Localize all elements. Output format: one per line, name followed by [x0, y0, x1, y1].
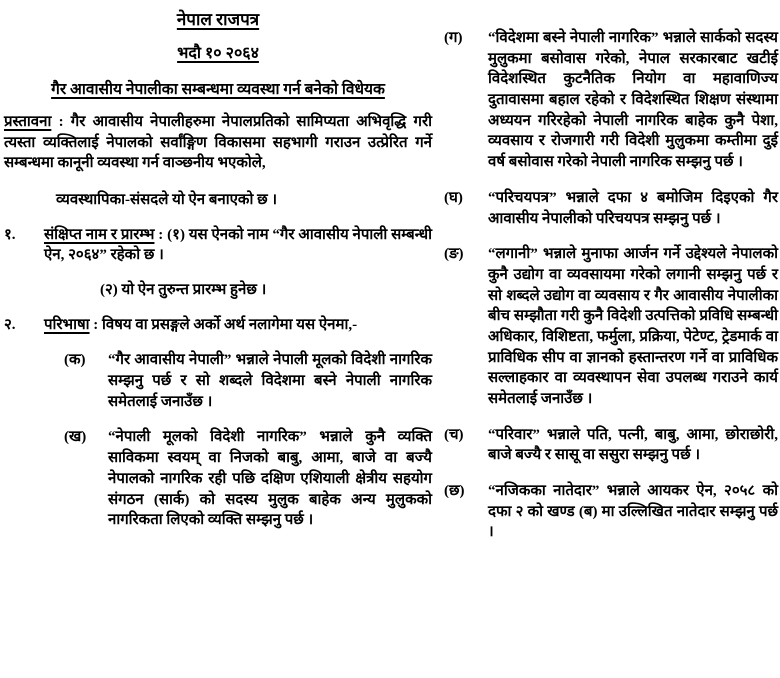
section-1-body: [44, 225, 432, 266]
definition-kha-label: (ख): [64, 429, 87, 446]
section-1-title: संक्षिप्त नाम र प्रारम्भ: [44, 226, 155, 243]
definition-item-kha: [64, 427, 432, 530]
left-column: [4, 6, 432, 674]
section-1-text: : (१) यस ऐनको नाम “गैर आवासीय नेपाली सम्बन्धी ऐन, २०६४” रहेको छ ।: [44, 226, 432, 264]
definition-item-ga: [444, 28, 778, 173]
gazette-date-text: भदौ १० २०६४: [177, 45, 259, 63]
section-2: [4, 315, 432, 336]
preamble-label: प्रस्तावना: [4, 113, 52, 130]
bill-heading-text: गैर आवासीय नेपालीका सम्बन्धमा व्यवस्था गर्न बनेको विधेयक: [51, 80, 385, 98]
definition-ka-label: (क): [64, 352, 86, 369]
definition-item-ka: [64, 350, 432, 412]
definition-item-cha: [444, 425, 778, 466]
right-column: [444, 6, 778, 674]
definition-ga-text: “विदेशमा बस्ने नेपाली नागरिक” भन्नाले सार्कको सदस्य मुलुकमा बसोवास गरेको, नेपाल सरकारबाट खटीई विदेशस्थित कुटनैतिक नियोग वा महावाणिज्य दुतावासमा बहाल रहेको र विदेशस्थित शिक्षण संस्थामा अध्ययन गरिरहेको नेपाली नागरिक बाहेक कुनै पेशा, व्यवसाय र रोजगारी गरी विदेशी मुलुकमा कम्तीमा दुई वर्ष बसोवास गरेको नेपाली नागरिक सम्झनु पर्छ ।: [488, 30, 778, 171]
page-title: [4, 8, 432, 31]
definition-kha-text: “नेपाली मूलको विदेशी नागरिक” भन्नाले कुनै व्यक्ति साविकमा स्वयम् वा निजको बाबु, आमा, बाजे वा बज्यै नेपालको नागरिक रही पछि दक्षिण एशियाली क्षेत्रीय सहयोग संगठन (सार्क) को सदस्य मुलुक बाहेक अन्य मुलुकको नागरिकता लिएको व्यक्ति सम्झनु पर्छ ।: [108, 429, 432, 529]
definition-nga-text: “लगानी” भन्नाले मुनाफा आर्जन गर्ने उद्देश्यले नेपालको कुनै उद्योग वा व्यवसायमा गरेको लगानी सम्झनु पर्छ र सो शब्दले उद्योग वा व्यवसाय र गैर आवासीय नेपालीका बीच सम्झौता गरी कुनै विदेशी उत्पत्तिको प्रविधि सम्बन्धी अधिकार, विशिष्टता, फर्मुला, प्रक्रिया, पेटेण्ट, ट्रेडमार्क वा प्राविधिक सीप वा ज्ञानको हस्तान्तरण गर्ने वा प्राविधिक सल्लाहकार वा व्यवस्थापन सेवा उपलब्ध गराउने कार्य समेतलाई जनाउँछ ।: [488, 246, 778, 407]
definition-nga-label: (ङ): [444, 246, 464, 263]
section-1: [4, 225, 432, 266]
section-2-text: : विषय वा प्रसङ्गले अर्को अर्थ नलागेमा यस ऐनमा,-: [89, 316, 358, 333]
preamble-text: : गैर आवासीय नेपालीहरुमा नेपालप्रतिको सामिप्यता अभिवृद्धि गरी त्यस्ता व्यक्तिलाई नेपालको सर्वांङ्गिण विकासमा सहभागी गराउन उत्प्रेरित गर्ने सम्बन्धमा कानूनी व्यवस्था गर्न वाञ्छनीय भएकोले,: [4, 113, 432, 172]
bill-heading: [4, 79, 432, 100]
definition-item-gha: [444, 188, 778, 229]
definition-chha-label: (छ): [444, 483, 465, 500]
enactment-line: व्यवस्थापिका-संसदले यो ऐन बनाएको छ ।: [56, 191, 278, 208]
section-2-body: [44, 315, 432, 336]
definition-item-chha: [444, 481, 778, 543]
definition-chha-text: “नजिकका नातेदार” भन्नाले आयकर ऐन, २०५८ को दफा २ को खण्ड (ब) मा उल्लिखित नातेदार सम्झनु पर्छ ।: [488, 483, 778, 541]
gazette-date: [4, 43, 432, 65]
definition-gha-label: (घ): [444, 189, 463, 206]
definition-gha-text: “परिचयपत्र” भन्नाले दफा ४ बमोजिम दिइएको गैर आवासीय नेपालीको परिचयपत्र सम्झनु पर्छ ।: [488, 189, 778, 227]
section-2-title: परिभाषा: [44, 316, 90, 333]
definition-cha-label: (च): [444, 426, 464, 443]
section-1-subclause-2: (२) यो ऐन तुरुन्त प्रारम्भ हुनेछ ।: [100, 282, 267, 299]
definition-ka-text: “गैर आवासीय नेपाली” भन्नाले नेपाली मूलको विदेशी नागरिक सम्झनु पर्छ र सो शब्दले विदेशमा बस्ने नेपाली नागरिक समेतलाई जनाउँछ ।: [108, 352, 432, 410]
page-title-text: नेपाल राजपत्र: [176, 10, 260, 29]
definition-cha-text: “परिवार” भन्नाले पति, पत्नी, बाबु, आमा, छोराछोरी, बाजे बज्यै र सासू वा ससुरा सम्झनु पर्छ ।: [488, 426, 778, 464]
preamble: [4, 112, 432, 174]
definition-item-nga: [444, 244, 778, 410]
section-1-number: १.: [4, 226, 16, 243]
section-2-number: २.: [4, 316, 16, 333]
definition-ga-label: (ग): [444, 30, 463, 46]
